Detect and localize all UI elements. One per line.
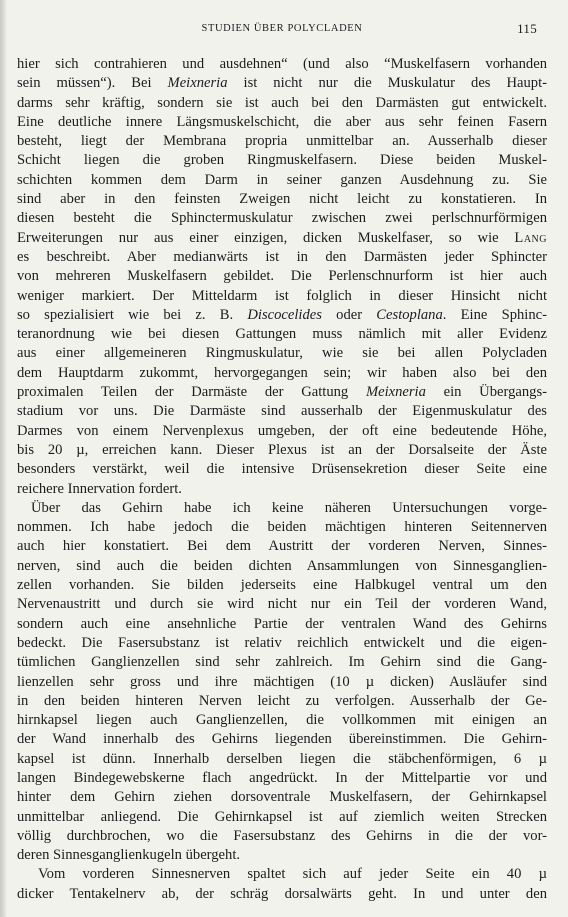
text-line (17, 730, 547, 749)
text-line (17, 248, 547, 267)
text-run: unmittelbar anliegend. Die Gehirnkapsel ist auf ziemlich weiten Strecken (17, 808, 547, 825)
text-line (17, 325, 547, 344)
text-run: bis 20 µ, erreichen kann. Dieser Plexus ist an der Dorsalseite der Äste (17, 441, 547, 458)
text-run: besteht, liegt der Membrana propria unmittelbar an. Ausserhalb dieser (17, 133, 547, 150)
text-run: auch hier konstatiert. Bei dem Austritt der vorderen Nerven, Sinnes- (17, 538, 547, 555)
text-line (17, 151, 547, 170)
text-run: dem Hauptdarm zukommt, hervorgegangen sein; wir haben also bei den (17, 364, 547, 381)
text-line (17, 229, 547, 248)
text-line (17, 885, 547, 904)
text-line (17, 364, 547, 383)
text-run: stadium vor uns. Die Darmäste sind ausserhalb der Eigenmuskulatur des (17, 403, 547, 420)
text-line (17, 615, 547, 634)
text-run: . Eine Sphinc- (442, 306, 547, 323)
text-line (17, 55, 547, 74)
text-line (17, 865, 547, 884)
text-line (17, 267, 547, 286)
text-run: schichten kommen dem Darm in seiner ganzen Ausdehnung zu. Sie (17, 171, 547, 188)
scan-edge-shadow (0, 0, 7, 917)
text-line (17, 171, 547, 190)
text-run: völlig durchbrochen, wo die Fasersubstanz des Gehirns in die der vor- (17, 827, 547, 844)
text-line (17, 499, 547, 518)
italic-taxon: Meixneria (167, 75, 228, 92)
text-line (17, 788, 547, 807)
text-run: nerven, sind auch die beiden dichten Ansammlungen von Sinnesganglien- (17, 557, 547, 574)
text-line (17, 132, 547, 151)
text-run: besonders verstärkt, weil die intensive Drüsensekretion dieser Seite eine (17, 461, 547, 478)
text-run: von mehreren Muskelfasern gebildet. Die Perlenschnurform ist hier auch (17, 268, 547, 285)
text-line (17, 422, 547, 441)
text-run: tümlichen Ganglienzellen sind sehr zahlreich. Im Gehirn sind die Gang- (17, 654, 547, 671)
text-run: teranordnung wie bei diesen Gattungen muss nämlich mit aller Evidenz (17, 326, 547, 343)
text-line (17, 634, 547, 653)
text-run: Schicht liegen die groben Ringmuskelfasern. Diese beiden Muskel- (17, 152, 547, 169)
text-line (17, 518, 547, 537)
text-line (17, 460, 547, 479)
text-run: diesen besteht die Sphinctermuskulatur zwischen zwei perlschnurförmigen (17, 210, 547, 227)
text-line (17, 711, 547, 730)
running-head-title: STUDIEN ÜBER POLYCLADEN (201, 23, 363, 34)
italic-taxon: Discocelides (247, 306, 322, 323)
author-name: Lang (514, 229, 547, 246)
text-line (17, 441, 547, 460)
text-run: sind aber in den feinsten Zweigen nicht leicht zu konstatieren. In (17, 191, 547, 208)
text-run: Vom vorderen Sinnesnerven spaltet sich auf jeder Seite ein 40 µ (38, 866, 547, 883)
text-line (17, 344, 547, 363)
italic-taxon: Cestoplana (376, 306, 443, 323)
text-line (17, 769, 547, 788)
text-run: ist nicht nur die Muskulatur des Haupt- (227, 75, 547, 92)
text-run: nommen. Ich habe jedoch die beiden mächtigen hinteren Seitennerven (17, 519, 547, 536)
text-run: lienzellen sehr gross und ihre mächtigen (10 µ dicken) Ausläufer sind (17, 673, 547, 690)
text-run: langen Bindegewebskerne flach angedrückt. In der Mittelpartie vor und (17, 769, 547, 786)
text-run: Nervenaustritt und durch sie wird nicht nur ein Teil der vorderen Wand, (17, 596, 547, 613)
body-text (17, 55, 547, 904)
text-run: kapsel ist dünn. Innerhalb derselben liegen die stäbchenförmigen, 6 µ (17, 750, 547, 767)
text-run: hier sich contrahieren und ausdehnen“ (und also “Muskelfasern vorhanden (17, 56, 547, 72)
text-line (17, 74, 547, 93)
text-run: in den beiden hinteren Nerven leicht zu verfolgen. Ausserhalb der Ge- (17, 692, 547, 709)
text-run: reichere Innervation fordert. (17, 480, 182, 497)
text-line (17, 306, 547, 325)
text-line (17, 808, 547, 827)
text-line (17, 692, 547, 711)
text-line (17, 113, 547, 132)
text-line (17, 287, 547, 306)
running-head (17, 22, 547, 38)
text-line (17, 673, 547, 692)
text-run: es beschreibt. Aber medianwärts ist in den Darmästen jeder Sphincter (17, 248, 547, 265)
text-line (17, 190, 547, 209)
text-line (17, 537, 547, 556)
text-line (17, 402, 547, 421)
text-line (17, 209, 547, 228)
text-run: Erweiterungen nur aus einer einzigen, dicken Muskelfaser, so wie (17, 229, 515, 246)
text-line (17, 750, 547, 769)
text-run: aus einer allgemeineren Ringmuskulatur, wie sie bei allen Polycladen (17, 345, 547, 362)
italic-taxon: Meixneria (365, 384, 426, 401)
text-run: proximalen Teilen der Darmäste der Gattung (17, 384, 366, 401)
text-line (17, 846, 547, 865)
text-run: deren Sinnesganglienkugeln übergeht. (17, 847, 241, 864)
text-line (17, 827, 547, 846)
book-page (17, 22, 547, 904)
text-run: sondern auch eine ansehnliche Partie der ventralen Wand des Gehirns (17, 615, 547, 632)
text-line (17, 94, 547, 113)
text-run: darms sehr kräftig, sondern sie ist auch bei den Darmästen gut entwickelt. (17, 94, 547, 111)
text-run: dicker Tentakelnerv ab, der schräg dorsalwärts geht. In und unter den (17, 885, 547, 902)
text-run: Eine deutliche innere Längsmuskelschicht, die aber aus sehr feinen Fasern (17, 113, 547, 130)
text-run: der Wand innerhalb des Gehirns liegenden übereinstimmen. Die Gehirn- (17, 731, 547, 748)
text-line (17, 557, 547, 576)
text-line (17, 576, 547, 595)
text-run: hirnkapsel liegen auch Ganglienzellen, die vollkommen mit einigen an (17, 712, 547, 729)
text-run: zellen vorhanden. Sie bilden jederseits eine Halbkugel ventral um den (17, 577, 547, 594)
text-run: oder (321, 306, 377, 323)
text-line (17, 653, 547, 672)
page-number: 115 (517, 21, 537, 36)
text-line (17, 383, 547, 402)
text-run: sein müssen“). Bei (17, 75, 168, 92)
text-run: Darmes von einem Nervenplexus umgeben, der oft eine bedeutende Höhe, (17, 422, 547, 439)
text-run: ein Übergangs- (425, 384, 547, 401)
text-run: hinter dem Gehirn ziehen dorsoventrale Muskelfasern, der Gehirnkapsel (17, 789, 547, 806)
text-line (17, 595, 547, 614)
text-run: bedeckt. Die Fasersubstanz ist relativ reichlich entwickelt und die eigen- (17, 634, 547, 651)
text-line (17, 480, 547, 499)
text-run: weniger markiert. Der Mitteldarm ist folglich in dieser Hinsicht nicht (17, 287, 547, 304)
text-run: Über das Gehirn habe ich keine näheren Untersuchungen vorge- (31, 499, 547, 516)
text-run: so spezialisiert wie bei z. B. (17, 306, 248, 323)
